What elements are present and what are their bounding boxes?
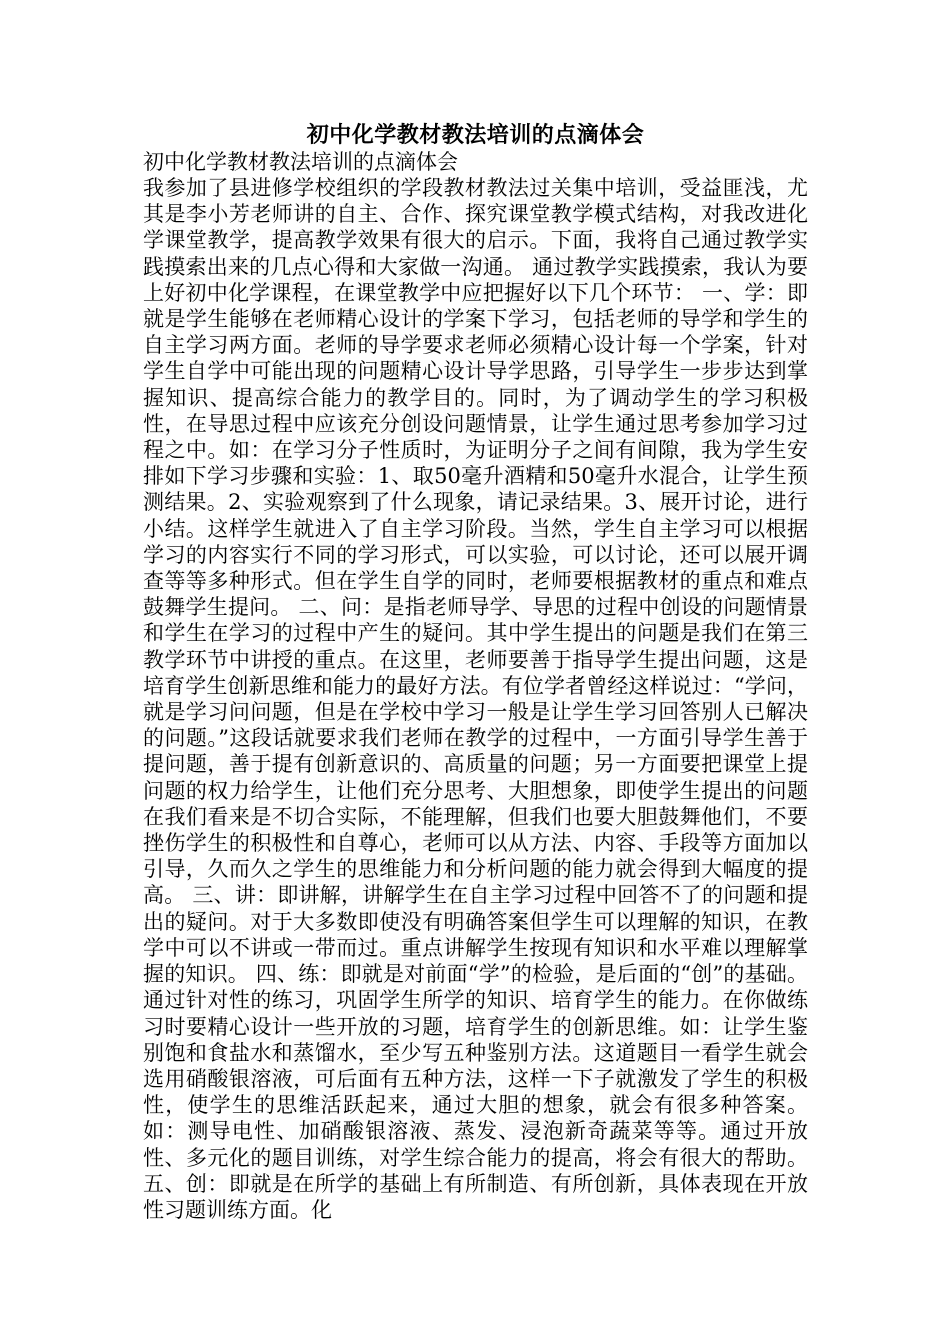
- document-subtitle: 初中化学教材教法培训的点滴体会: [143, 150, 458, 174]
- document-body: 我参加了县进修学校组织的学段教材教法过关集中培训，受益匪浅，尤其是李小芳老师讲的自主、合作、探究课堂教学模式结构，对我改进化学课堂教学，提高教学效果有很大的启示。下面，我将自己通过教学实践摸索出来的几点心得和大家做一沟通。 通过教学实践摸索，我认为要上好初中化学课程，在课堂教学中应把握好以下几个环节： 一、学：即就是学生能够在老师精心设计的学案下学习，包括老师的导学和学生的自主学习两方面。老师的导学要求老师必须精心设计每一个学案，针对学生自学中可能出现的问题精心设计导学思路，引导学生一步步达到掌握知识、提高综合能力的教学目的。同时，为了调动学生的学习积极性，在导思过程中应该充分创设问题情景，让学生通过思考参加学习过程之中。如：在学习分子性质时，为证明分子之间有间隙，我为学生安排如下学习步骤和实验：1、取50毫升酒精和50毫升水混合，让学生预测结果。2、实验观察到了什么现象，请记录结果。3、展开讨论，进行小结。这样学生就进入了自主学习阶段。当然，学生自主学习可以根据学习的内容实行不同的学习形式，可以实验，可以讨论，还可以展开调查等等多种形式。但在学生自学的同时，老师要根据教材的重点和难点鼓舞学生提问。 二、问：是指老师导学、导思的过程中创设的问题情景和学生在学习的过程中产生的疑问。其中学生提出的问题是我们在第三教学环节中讲授的重点。在这里，老师要善于指导学生提出问题，这是培育学生创新思维和能力的最好方法。有位学者曾经这样说过：“学问，就是学习问问题，但是在学校中学习一般是让学生学习回答别人已解决的问题。”这段话就要求我们老师在教学的过程中，一方面引导学生善于提问题，善于提有创新意识的、高质量的问题；另一方面要把课堂上提问题的权力给学生，让他们充分思考、大胆想象，即使学生提出的问题在我们看来是不切合实际，不能理解，但我们也要大胆鼓舞他们，不要挫伤学生的积极性和自尊心，老师可以从方法、内容、手段等方面加以引导，久而久之学生的思维能力和分析问题的能力就会得到大幅度的提高。 三、讲：即讲解，讲解学生在自主学习过程中回答不了的问题和提出的疑问。对于大多数即使没有明确答案但学生可以理解的知识，在教学中可以不讲或一带而过。重点讲解学生按现有知识和水平难以理解掌握的知识。 四、练：即就是对前面“学”的检验，是后面的“创”的基础。通过针对性的练习，巩固学生所学的知识、培育学生的能力。在你做练习时要精心设计一些开放的习题，培育学生的创新思维。如：让学生鉴别饱和食盐水和蒸馏水，至少写五种鉴别方法。这道题目一看学生就会选用硝酸银溶液，可后面有五种方法，这样一下子就激发了学生的积极性，使学生的思维活跃起来，通过大胆的想象，就会有很多种答案。如：测导电性、加硝酸银溶液、蒸发、浸泡新奇蔬菜等等。通过开放性、多元化的题目训练，对学生综合能力的提高，将会有很大的帮助。 五、创：即就是在所学的基础上有所制造、有所创新，具体表现在开放性习题训练方面。化: [143, 176, 808, 1222]
- document-title: 初中化学教材教法培训的点滴体会: [306, 122, 645, 148]
- document-content: [143, 121, 808, 1223]
